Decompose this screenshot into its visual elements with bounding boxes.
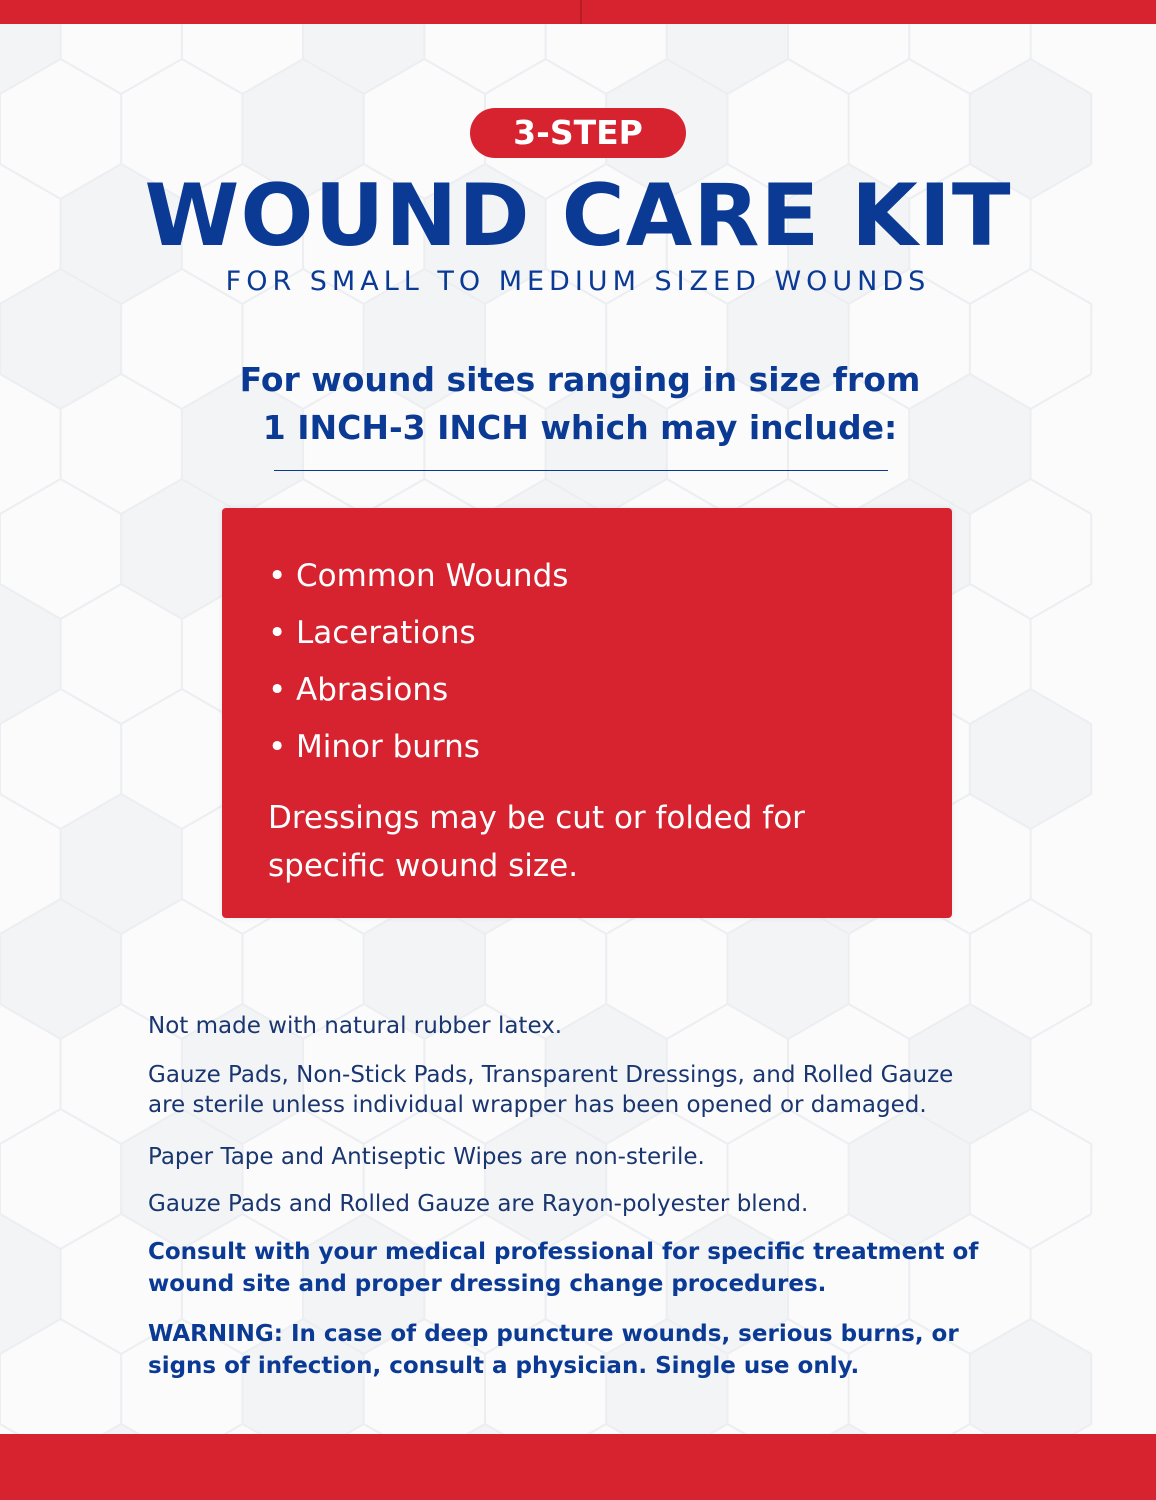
divider-line (274, 470, 888, 471)
sterile-statement-line-1: Gauze Pads, Non-Stick Pads, Transparent Dressings, and Rolled Gauze (148, 1062, 954, 1088)
top-red-band (0, 0, 1156, 24)
bottom-red-band (0, 1434, 1156, 1500)
list-item-label: Common Wounds (296, 558, 569, 594)
bullet-icon: • (268, 558, 287, 594)
consult-statement (148, 1236, 1048, 1300)
box-fold-line (580, 0, 582, 24)
wound-types-box (222, 508, 952, 918)
sterile-statement-line-2: are sterile unless individual wrapper has been opened or damaged. (148, 1092, 927, 1118)
size-range-line-1: For wound sites ranging in size from (239, 360, 921, 399)
material-statement: Gauze Pads and Rolled Gauze are Rayon-polyester blend. (148, 1191, 809, 1217)
page-subtitle: FOR SMALL TO MEDIUM SIZED WOUNDS (225, 266, 931, 297)
warning-statement-line-2: signs of infection, consult a physician. Single use only. (148, 1353, 860, 1379)
three-step-badge: 3-STEP (470, 108, 686, 158)
size-range-line-2: 1 INCH-3 INCH which may include: (262, 408, 898, 447)
list-item (268, 662, 568, 719)
list-item (268, 605, 568, 662)
consult-statement-line-1: Consult with your medical professional for specific treatment of (148, 1239, 979, 1265)
page-title: WOUND CARE KIT (144, 166, 1012, 266)
dressing-note-line-1: Dressings may be cut or folded for (268, 800, 805, 836)
sterile-statement (148, 1060, 1048, 1120)
list-item (268, 719, 568, 776)
list-item-label: Minor burns (296, 729, 480, 765)
warning-statement-line-1: WARNING: In case of deep puncture wounds, serious burns, or (148, 1321, 959, 1347)
warning-statement (148, 1318, 1048, 1382)
bullet-icon: • (268, 729, 287, 765)
consult-statement-line-2: wound site and proper dressing change procedures. (148, 1271, 827, 1297)
dressing-note (268, 794, 908, 890)
dressing-note-line-2: specific wound size. (268, 848, 579, 884)
bullet-icon: • (268, 615, 287, 651)
wound-types-list (268, 548, 568, 776)
list-item-label: Lacerations (296, 615, 476, 651)
non-sterile-statement: Paper Tape and Antiseptic Wipes are non-sterile. (148, 1144, 705, 1170)
list-item-label: Abrasions (296, 672, 449, 708)
bullet-icon: • (268, 672, 287, 708)
latex-statement: Not made with natural rubber latex. (148, 1013, 563, 1039)
list-item (268, 548, 568, 605)
size-range-text (0, 356, 1156, 452)
